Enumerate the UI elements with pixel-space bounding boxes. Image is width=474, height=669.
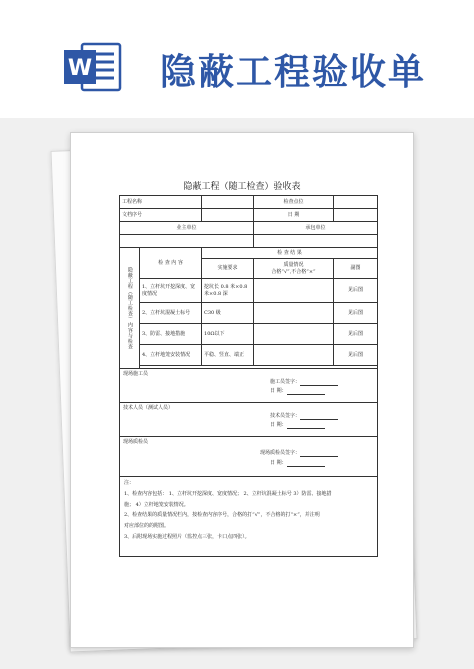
tech-date-field[interactable] <box>287 423 325 429</box>
side-label: 隐蔽工程（随工检查）内容与检查 <box>120 248 140 369</box>
note-line: 施； 4）立杆地笼安装情况。 <box>124 501 189 508</box>
label-owner-unit: 业主单位 <box>120 222 254 235</box>
quality-sign-field[interactable] <box>300 451 338 457</box>
row-quality[interactable] <box>254 345 334 366</box>
note-line: 3、后附现场实施过程照片（监控点三张，卡口点四张）。 <box>124 533 250 540</box>
row-remark: 见后图 <box>334 279 378 303</box>
tech-label: 技术人员（测试人员） <box>123 405 174 411</box>
word-document-icon <box>62 40 122 94</box>
row-quality[interactable] <box>254 279 334 303</box>
tech-signature-block: 技术人员（测试人员） 技术员签字： 日 期： <box>120 403 378 437</box>
header-requirement: 实施要求 <box>202 259 254 279</box>
header-quality-sub: 合格“√”,不合格“×” <box>271 268 316 275</box>
header-inspection-content: 检 查 内 容 <box>140 248 202 279</box>
table-row <box>120 279 378 303</box>
row-remark: 见后图 <box>334 303 378 324</box>
row-requirement: 挖坑长 0.8 米×0.8 米×0.8 深 <box>202 279 254 303</box>
construction-sign-label: 施工员签字 <box>270 379 296 385</box>
row-content: 3、防雷、接地措施 <box>140 324 202 345</box>
document-page <box>70 132 414 648</box>
label-project-name: 工程名称 <box>120 196 202 209</box>
header-inspection-result: 检 查 结 果 <box>202 248 378 259</box>
value-inspection-site[interactable] <box>334 196 378 209</box>
quality-date-field[interactable] <box>287 461 325 467</box>
value-doc-number[interactable] <box>202 209 254 222</box>
tech-date-label: 日 期 <box>270 422 282 428</box>
value-owner-unit[interactable] <box>120 235 254 248</box>
note-line: 对应部位的的附图。 <box>124 523 170 529</box>
row-content: 4、立杆地笼安装情况 <box>140 345 202 366</box>
table-row <box>120 303 378 324</box>
construction-date-label: 日 期 <box>270 388 282 394</box>
inspection-form-table <box>119 195 378 557</box>
quality-sign-label: 现场质检员签字 <box>260 450 296 456</box>
table-row <box>120 345 378 366</box>
row-remark: 见后图 <box>334 324 378 345</box>
note-line: 2、检查结果的质量情况栏内，按检查内容序号，合格的打“√”，不合格的打“×”，并注明 <box>124 512 320 519</box>
row-requirement: C30 级 <box>202 303 254 324</box>
row-content: 1、立杆坑开挖深度、宽度情况 <box>140 279 202 303</box>
header-quality-label: 质量情况 <box>283 261 304 268</box>
svg-text:W: W <box>67 56 93 81</box>
row-quality[interactable] <box>254 303 334 324</box>
construction-sign-field[interactable] <box>300 380 338 386</box>
header-remarks: 副图 <box>334 259 378 279</box>
row-quality[interactable] <box>254 324 334 345</box>
value-project-name[interactable] <box>202 196 254 209</box>
banner <box>0 0 474 120</box>
header-quality <box>254 259 334 279</box>
row-content: 2、立杆坑混凝土标号 <box>140 303 202 324</box>
document-title: 隐蔽工程（随工检查）验收表 <box>183 182 301 192</box>
notes-block <box>120 477 378 557</box>
banner-title: 隐蔽工程验收单 <box>160 52 427 93</box>
construction-label: 现场施工员 <box>123 371 149 377</box>
label-contractor-unit: 承包单位 <box>254 222 378 235</box>
construction-date-field[interactable] <box>287 389 325 395</box>
label-inspection-site: 检查点位 <box>254 196 334 209</box>
notes-heading: 注： <box>124 480 135 486</box>
table-row <box>120 324 378 345</box>
row-requirement: 平稳、竖直、端正 <box>202 345 254 366</box>
value-date[interactable] <box>334 209 378 222</box>
construction-signature-block: 现场施工员 施工员签字： 日 期： <box>120 369 378 403</box>
tech-sign-field[interactable] <box>300 414 338 420</box>
quality-date-label: 日 期 <box>270 460 282 466</box>
label-date: 日 期 <box>254 209 334 222</box>
value-contractor-unit[interactable] <box>254 235 378 248</box>
tech-sign-label: 技术员签字 <box>270 413 296 419</box>
quality-label: 现场质检员 <box>123 439 149 445</box>
row-requirement: 10Ω以下 <box>202 324 254 345</box>
row-remark: 见后图 <box>334 345 378 366</box>
label-doc-number: 文档序号 <box>120 209 202 222</box>
note-line: 1、检查内容包括： 1、立杆坑开挖深度、宽度情况； 2、立杆坑混凝土标号 3）防雷、接地措 <box>124 490 332 497</box>
quality-signature-block: 现场质检员 现场质检员签字： 日 期： <box>120 437 378 477</box>
